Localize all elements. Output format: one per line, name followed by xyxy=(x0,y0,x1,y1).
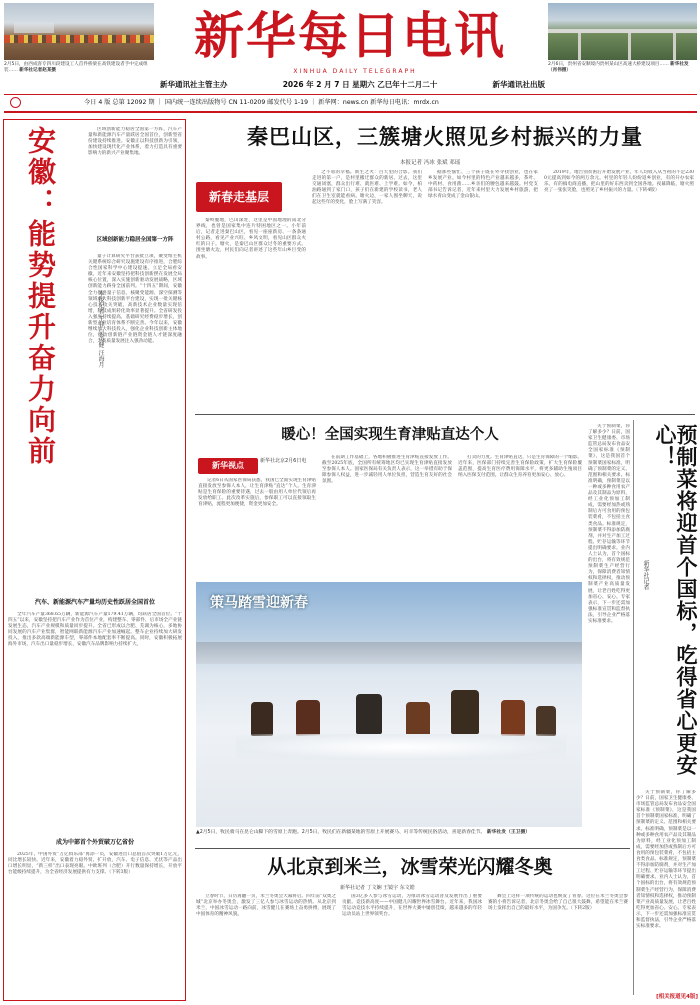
middle-story-badge-text: 新华视点 xyxy=(212,461,244,470)
left-masthead-photo xyxy=(4,3,154,60)
bottom-story-col3-text: 舞会上这样一项传统的运动也焕发了青春。这位在米兰冬奥会参赛的小将告诉记者，北京冬奥会给了自己很大鼓舞，希望能在米兰赛场上发挥出自己的最好水平，为国争光。（下转2版） xyxy=(488,894,628,912)
main-story-badge-text: 新春走基层 xyxy=(208,190,269,204)
middle-story-badge xyxy=(198,458,258,474)
middle-story-headline-text: 暖心！全国实现生育津贴直达个人 xyxy=(281,427,499,443)
main-story-col1-text: 秦岭腹地，巴山深处，这里是中国地理的南北分界线，也曾是国家集中连片特困地区之一。小年前后，记者走进秦巴山区，看见一座座新房、一条条通村公路，看见产业兴旺、乡风文明，看见山区群众火红的日子。塘火，是秦巴山区群众过冬的重要方式。围坐塘火边，村民们向记者讲述了这些年山乡巨变的故事。 xyxy=(196,218,306,260)
right-story-headline xyxy=(654,424,696,784)
bottom-story-headline-text: 从北京到米兰，冰雪荣光闪耀冬奥 xyxy=(267,856,553,878)
right-story-byline xyxy=(636,560,650,640)
bottom-story-col1 xyxy=(196,894,336,1000)
middle-story-col1 xyxy=(198,478,316,578)
right-story-body-text-cont: 关于预制菜，你了解多少？日前，国家卫生健康委、市场监管总局发布食品安全国家标准《预制菜》，这是我国首个预制菜国家标准，明确了预制菜的定义、范围和相关要求。标准明确，预制菜是以一种或多种食用农产品及其制品为原料，经工业化预加工制成，需要经加热或熟制后方可食用的预包装菜肴，不包括主食类食品。标准规定，预制菜不得添加防腐剂，并对生产加工过程、贮存运输等环节提出明确要求。业内人士认为，首个国标的出台，将有效规范预制菜生产经营行为，保障消费者知情权和选择权，推动预制菜产业高质量发展，让老百姓吃得更加省心、安心。专家表示，下一步还需加强标准宣贯和监督执法，引导企业严格落实标准要求。 xyxy=(636,790,696,930)
main-story-col3-text: 据那些恼忙、三个孩子既在外寻找创业，也在家乡发展产业。如今村里的特色产业越来越多，茶叶、中药材、食用菌……乡亲们的腰包越来越鼓。村党支部书记告诉记者，近年来村里大力发展乡村旅游，把绿水青山变成了金山银山。 xyxy=(428,170,538,200)
left-story-body1-text: 量子计算研究平台获批立项，聚变堆主机关键系统综合研究设施建设有序推进，合肥综合性国家科学中心建设提速。立足全局看安徽，近年来安徽坚持把科技创新摆在发展全局核心位置，深入实施创新驱动发展战略，区域创新能力跻身全国前列。“十四五”期间，安徽全力推进量子信息、核聚变能源、深空探测等领域重大科技创新平台建设，实现一批关键核心技术攻关突破，高新技术企业数量实现倍增，科技成果转化效率显著提升。全省研发投入强度持续提高，基础研究经费稳步增长，创新型企业培育体系不断完善。今年以来，安徽继续加大科技投入，强化企业科技创新主体地位，推动创新链产业链资金链人才链深度融合，为高质量发展注入强劲动能。 xyxy=(88,254,182,345)
issue-line xyxy=(4,96,697,110)
photo-section-caption-text: ▲2月5日，牧民骑马在昆仑山脚下的雪原上奔跑。2月5日，牧民们在新疆某地的雪原上开展赛马、叼羊等传统民俗活动，喜迎新春佳节。 xyxy=(196,830,486,835)
left-story-intro-text: 区域创新能力稳居全国第一方阵，汽车产量和新能源汽车产量跃居全国首位，创新型省份建设持续推进。安徽正以科技创新为引领，加快建设现代化产业体系，着力打造具有重要影响力的新兴产业聚集地。 xyxy=(88,127,182,157)
photo-section-caption xyxy=(196,830,582,837)
right-story-body-bottom xyxy=(636,790,696,985)
bottom-story-byline xyxy=(340,884,560,891)
left-story-sub1-text: 区域创新能力稳居全国第一方阵 xyxy=(96,237,174,243)
right-story-body-top xyxy=(588,424,630,864)
right-story-body-text: 关于预制菜，你了解多少？日前，国家卫生健康委、市场监管总局发布食品安全国家标准《预制菜》，这是我国首个预制菜国家标准，明确了预制菜的定义、范围和相关要求。标准明确，预制菜是以一种或多种食用农产品及其制品为原料，经工业化预加工制成，需要经加热或熟制后方可食用的预包装菜肴，不包括主食类食品。标准规定，预制菜不得添加防腐剂，并对生产加工过程、贮存运输等环节提出明确要求。业内人士认为，首个国标的出台，将有效规范预制菜生产经营行为，保障消费者知情权和选择权，推动预制菜产业高质量发展，让老百姓吃得更加省心、安心。专家表示，下一步还需加强标准宣贯和监督执法，引导企业严格落实标准要求。 xyxy=(588,424,630,624)
middle-story-col1-text: 记者6日从国家医保局获悉，我国已全面实现生育津贴直接发放至参保人本人，让生育津贴“直达”个人。生育津贴是生育保险的重要待遇，过去一般由用人单位代领后再发放给职工。此次改革实施后，参保职工可以直接领取生育津贴，流程更加便捷，资金更加安全。 xyxy=(198,478,316,508)
main-story-col1 xyxy=(196,218,306,408)
main-story-col4 xyxy=(544,170,694,408)
masthead-publisher: 新华通讯社出版 xyxy=(492,80,545,89)
right-story-headline-text: 预制菜将迎首个国标，吃得省心更安心！ xyxy=(653,424,698,776)
main-story-col2-text: 之不易的幸福。新生之火：百天里的合影。我们走进的第一户，是村里搬迁群众的新居。过去，这里交通闭塞，群众出行难、就医难、上学难。如今，柏油路通到了家门口，孩子们在新建的学校读书，老人们在卫生室就能看病。塘火边，一家人围坐聊天，说起这些年的变化，脸上写满了笑容。 xyxy=(312,170,422,206)
left-story-body3-text: 2025年，中国外贸“万亿俱乐部”再添一员，安徽进出口总值首次突破1万亿元，同比增长较快。近年来，安徽着力稳外贸、扩开放，汽车、电子信息、光伏等产品出口增长明显，“新三样”出口表现亮眼。中欧班列（合肥）开行数量保持增长，开放平台能级持续提升，为全省经济发展提供有力支撑。（下转3版） xyxy=(8,852,182,876)
related-report-tag-text: [相关报道见4版] xyxy=(656,994,698,1000)
bottom-story-col3 xyxy=(488,894,628,1000)
masthead-date: 2026 年 2 月 7 日 星期六 乙巳年十二月二十 xyxy=(282,80,438,89)
bottom-story-col1-text: 立春时节，日历再翻一页，米兰冬奥会大幕将启。四年前“双奥之城”北京举办冬奥会，激发了三亿人参与冰雪运动的热情。从北京到米兰，中国冰雪运动一路向前，冰雪健儿在赛场上奋勇拼搏，展现了中国体育的精神风貌。 xyxy=(196,894,336,918)
masthead-sponsor: 新华通讯社主管主办 xyxy=(160,80,228,89)
left-story-sub3-text: 成为中部首个外贸破万亿省份 xyxy=(55,839,134,846)
left-story-sub3 xyxy=(8,838,182,847)
middle-story-col2 xyxy=(322,455,452,578)
left-photo-credit: 新华社记者赵某摄 xyxy=(19,68,57,73)
left-story-body1 xyxy=(88,254,182,574)
main-story-badge xyxy=(196,182,282,212)
masthead-title-text: 新华每日电讯 xyxy=(194,6,506,65)
photo-section-title xyxy=(210,592,308,612)
photo-section-credit: 新华社发（王卫摄） xyxy=(486,830,531,835)
left-story-body2 xyxy=(8,612,182,834)
middle-story-col2-text: 在前期工作基础上，各地积极推进生育津贴直接发放工作。截至2025年底，全国所有统筹地区均已实现生育津贴直接发放至参保人本人。国家医保局有关负责人表示，这一举措有助于保障参保人权益，进一步减轻用人单位负担，营造生育友好的社会氛围。 xyxy=(322,455,452,485)
left-story-sub2 xyxy=(8,598,182,607)
masthead-pinyin xyxy=(270,68,440,75)
left-masthead-caption xyxy=(4,62,154,74)
bottom-story-col2 xyxy=(342,894,482,1000)
main-story-col4-text: 2019年，地告别贫困后开始发展产业，年人均收入从当初的不足2300元提高到如今的两万余元。村里的年轻人纷纷返乡创业，有的开办农家乐，有的搞电商直播，把山里的好东西卖到全国各地。夜幕降临，塘火照亮了一张张笑脸，也照见了乡村振兴的力量。（下转4版） xyxy=(544,170,694,194)
middle-story-headline xyxy=(195,422,585,448)
left-story-body3 xyxy=(8,852,182,996)
related-report-tag xyxy=(636,992,698,1000)
masthead-pinyin-text: XINHUA DAILY TELEGRAPH xyxy=(293,68,417,75)
main-story-col3 xyxy=(428,170,538,408)
issue-line-text: 今日 4 版 总第 12092 期 ｜ 国内统一连续出版物号 CN 11-0209 邮发代号 1-19 ｜ 新华网：news.cn 新华每日电讯：mrdx.cn xyxy=(84,99,439,106)
main-story-col2 xyxy=(312,170,422,408)
left-story-headline xyxy=(10,126,60,566)
left-photo-caption-text: 2月5日，由西成客专四川段建设工人首件桥梁在高铁建设者手中完成组装…… xyxy=(4,62,148,73)
masthead-dateline xyxy=(160,78,545,91)
middle-story-col3 xyxy=(458,455,582,578)
right-masthead-caption xyxy=(548,62,697,74)
bottom-story-col2-text: 国3亿多人参与冰雪运动，为推动冰雪运动普及发展作出了重要贡献。竞技新高度——中国健儿闪耀世界冰雪舞台。近年来，我国冰雪运动竞技水平持续提升，在世界大赛中屡创佳绩，越来越多的年轻运动员站上世界领奖台。 xyxy=(342,894,482,918)
left-story-intro xyxy=(88,127,182,233)
right-photo-credit: 新华社发（肖伟摄） xyxy=(548,62,689,73)
main-story-headline xyxy=(195,120,695,154)
middle-story-byline xyxy=(260,458,316,465)
photo-section-title-text: 策马踏雪迎新春 xyxy=(210,595,308,611)
masthead-title xyxy=(160,6,540,66)
left-story-body2-text: 全年汽车产量368.65万辆，新能源汽车产量179.41万辆，均跃居全国首位。“十四五”以来，安徽坚持把汽车产业作为首位产业，构建整车、零部件、后市场全产业链发展生态，汽车产业规模和质量同步提升。全省已形成以合肥、芜湖为核心，多地协同发展的汽车产业集群，智能网联新能源汽车产业加速崛起。整车企业持续加大研发投入，推出多款高端新能源车型，零部件本地配套率不断提高。同时，安徽积极拓展海外市场，汽车出口量稳步增长，安徽汽车品牌影响力持续扩大。 xyxy=(8,612,182,648)
left-story-sub1 xyxy=(88,236,182,244)
bottom-story-headline xyxy=(195,852,625,882)
left-story-headline-text: 安徽：能势提升奋力向前 xyxy=(24,126,57,467)
main-story-byline-text: 本报记者 冯冰 张斌 邓瑶 xyxy=(400,160,461,166)
main-story-byline xyxy=(400,158,550,166)
horse-race-photo xyxy=(196,582,582,827)
bottom-story-byline-text: 新华社记者 丁文娴 王镜宇 东文皓 xyxy=(340,885,415,891)
middle-story-col3-text: 打卖的力度。生育津贴直达，只是生育保障的一个缩影。近年来，医保部门持续完善生育保险政策，扩大生育保险覆盖范围，提高生育医疗费用保障水平，将更多辅助生殖项目纳入医保支付范围，让群众生育养育更加安心、放心。 xyxy=(458,455,582,479)
right-photo-caption-text: 2月6日，贵州省安顺境内贵州某山区高速大桥建设项目…… xyxy=(548,62,669,67)
right-masthead-photo xyxy=(548,3,697,60)
xinhua-logo-icon xyxy=(10,97,21,108)
right-story-byline-text: 新华社记者 xyxy=(642,560,649,590)
main-story-headline-text: 秦巴山区，三簇塘火照见乡村振兴的力量 xyxy=(247,125,643,149)
left-story-sub2-text: 汽车、新能源汽车产量均历史性跃居全国首位 xyxy=(34,599,155,606)
middle-story-byline-text: 新华社北京2月6日电 xyxy=(260,458,307,464)
left-story-byline-text: 本报记者 王菲 吴英健 汪海月 xyxy=(97,290,104,368)
